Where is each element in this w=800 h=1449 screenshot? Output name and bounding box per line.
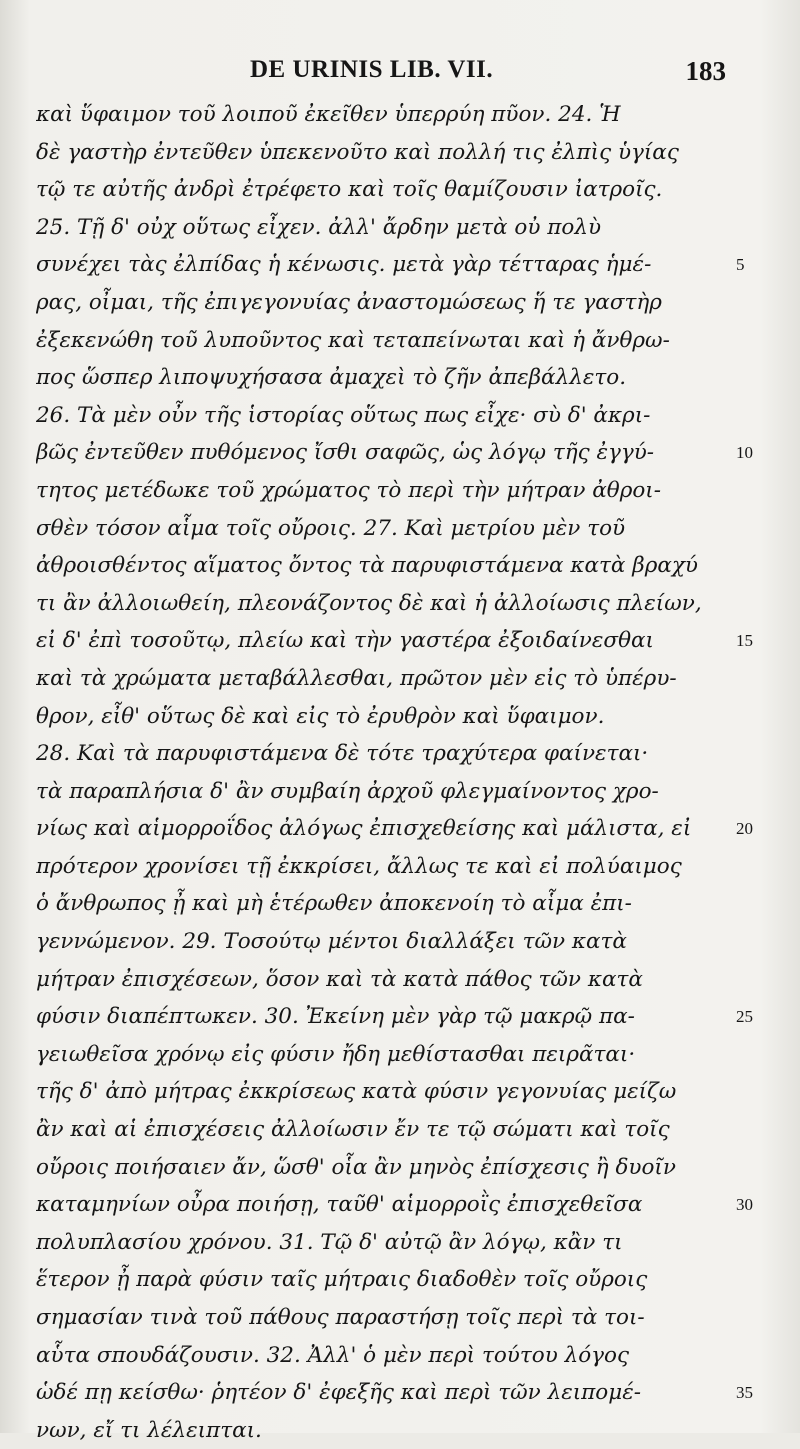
text-line-31: πολυπλασίου χρόνου. 31. Τῷ δ' αὐτῷ ἂν λόγῳ, κἂν τι [36, 1229, 623, 1255]
text-line-22: ὁ ἄνθρωπος ᾖ καὶ μὴ ἑτέρωθεν ἀποκενοίη τὸ αἷμα ἐπι- [36, 891, 632, 917]
line-number-15: 15 [736, 631, 753, 651]
text-line-24: μήτραν ἐπισχέσεων, ὅσον καὶ τὰ κατὰ πάθος τῶν κατὰ [36, 966, 643, 992]
text-line-21: πρότερον χρονίσει τῇ ἐκκρίσει, ἄλλως τε καὶ εἰ πολύαιμος [36, 853, 682, 879]
text-line-7: ἐξεκενώθη τοῦ λυποῦντος καὶ τεταπείνωται καὶ ἡ ἄνθρω- [36, 327, 670, 353]
text-line-29: οὔροις ποιήσαιεν ἄν, ὥσθ' οἷα ἂν μηνὸς ἐπίσχεσις ἢ δυοῖν [36, 1154, 676, 1180]
text-line-20: νίως καὶ αἱμορροΐδος ἀλόγως ἐπισχεθείσης καὶ μάλιστα, εἰ [36, 816, 692, 842]
text-line-30: καταμηνίων οὖρα ποιήσῃ, ταῦθ' αἱμορροῒς ἐπισχεθεῖσα [36, 1192, 643, 1218]
text-line-19: τὰ παραπλήσια δ' ἂν συμβαίη ἀρχοῦ φλεγμαίνοντος χρο- [36, 778, 659, 804]
text-line-33: σημασίαν τινὰ τοῦ πάθους παραστήσῃ τοῖς περὶ τὰ τοι- [36, 1305, 645, 1330]
text-line-2: δὲ γαστὴρ ἐντεῦθεν ὑπεκενοῦτο καὶ πολλή τις ἐλπὶς ὑγίας [36, 139, 679, 165]
text-line-26: γειωθεῖσα χρόνῳ εἰς φύσιν ἤδη μεθίστασθαι πειρᾶται· [36, 1041, 636, 1067]
text-line-25: φύσιν διαπέπτωκεν. 30. Ἐκείνη μὲν γὰρ τῷ μακρῷ πα- [36, 1004, 635, 1030]
text-line-15: εἰ δ' ἐπὶ τοσοῦτῳ, πλείω καὶ τὴν γαστέρα ἐξοιδαίνεσθαι [36, 628, 654, 654]
text-line-35: ὡδέ πῃ κείσθω· ῥητέον δ' ἐφεξῆς καὶ περὶ τῶν λειπομέ- [36, 1380, 642, 1406]
text-line-32: ἕτερον ᾖ παρὰ φύσιν ταῖς μήτραις διαδοθὲν τοῖς οὔροις [36, 1267, 648, 1293]
line-number-10: 10 [736, 443, 753, 463]
greek-text-body [36, 96, 726, 1449]
text-line-3: τῷ τε αὐτῆς ἀνδρὶ ἐτρέφετο καὶ τοῖς θαμίζουσιν ἰατροῖς. [36, 177, 663, 203]
text-line-16: καὶ τὰ χρώματα μεταβάλλεσθαι, πρῶτον μὲν εἰς τὸ ὑπέρυ- [36, 665, 677, 691]
line-number-20: 20 [736, 819, 753, 839]
text-line-6: ρας, οἶμαι, τῆς ἐπιγεγονυίας ἀναστομώσεως ἥ τε γαστὴρ [36, 289, 662, 315]
text-line-23: γεννώμενον. 29. Τοσούτῳ μέντοι διαλλάξει τῶν κατὰ [36, 929, 627, 955]
text-line-5: συνέχει τὰς ἐλπίδας ἡ κένωσις. μετὰ γὰρ τέτταρας ἡμέ- [36, 252, 652, 278]
text-line-27: τῆς δ' ἀπὸ μήτρας ἐκκρίσεως κατὰ φύσιν γεγονυίας μείζω [36, 1079, 677, 1105]
text-line-18: 28. Καὶ τὰ παρυφιστάμενα δὲ τότε τραχύτερα φαίνεται· [36, 741, 649, 767]
text-line-36: νων, εἴ τι λέλειπται. [36, 1417, 262, 1443]
text-line-12: σθὲν τόσον αἷμα τοῖς οὔροις. 27. Καὶ μετρίου μὲν τοῦ [36, 515, 626, 541]
text-line-1: καὶ ὕφαιμον τοῦ λοιποῦ ἐκεῖθεν ὑπερρύη πῦον. 24. Ἡ [36, 102, 621, 127]
text-line-10: βῶς ἐντεῦθεν πυθόμενος ἴσθι σαφῶς, ὡς λόγῳ τῆς ἐγγύ- [36, 440, 655, 466]
page-header [60, 52, 740, 92]
text-line-4: 25. Τῇ δ' οὐχ οὕτως εἶχεν. ἀλλ' ἄρδην μετὰ οὐ πολὺ [36, 214, 602, 240]
running-title: DE URINIS LIB. VII. [250, 56, 494, 83]
text-line-17: θρον, εἶθ' οὕτως δὲ καὶ εἰς τὸ ἐρυθρὸν καὶ ὕφαιμον. [36, 703, 605, 729]
line-number-5: 5 [736, 255, 745, 275]
page-number: 183 [685, 56, 726, 86]
line-number-25: 25 [736, 1007, 753, 1027]
text-line-13: ἀθροισθέντος αἵματος ὄντος τὰ παρυφιστάμενα κατὰ βραχύ [36, 553, 698, 579]
text-line-34: αὗτα σπουδάζουσιν. 32. Ἀλλ' ὁ μὲν περὶ τούτου λόγος [36, 1342, 630, 1368]
text-line-9: 26. Τὰ μὲν οὖν τῆς ἱστορίας οὕτως πως εἶχε· σὺ δ' ἀκρι- [36, 402, 651, 428]
line-number-35: 35 [736, 1383, 753, 1403]
line-number-30: 30 [736, 1195, 753, 1215]
text-line-8: πος ὥσπερ λιποψυχήσασα ἀμαχεὶ τὸ ζῆν ἀπεβάλλετο. [36, 365, 627, 391]
text-line-11: τητος μετέδωκε τοῦ χρώματος τὸ περὶ τὴν μήτραν ἀθροι- [36, 477, 662, 503]
text-line-28: ἂν καὶ αἱ ἐπισχέσεις ἀλλοίωσιν ἔν τε τῷ σώματι καὶ τοῖς [36, 1117, 670, 1143]
text-line-14: τι ἂν ἀλλοιωθείη, πλεονάζοντος δὲ καὶ ἡ ἀλλοίωσις πλείων, [36, 590, 702, 616]
